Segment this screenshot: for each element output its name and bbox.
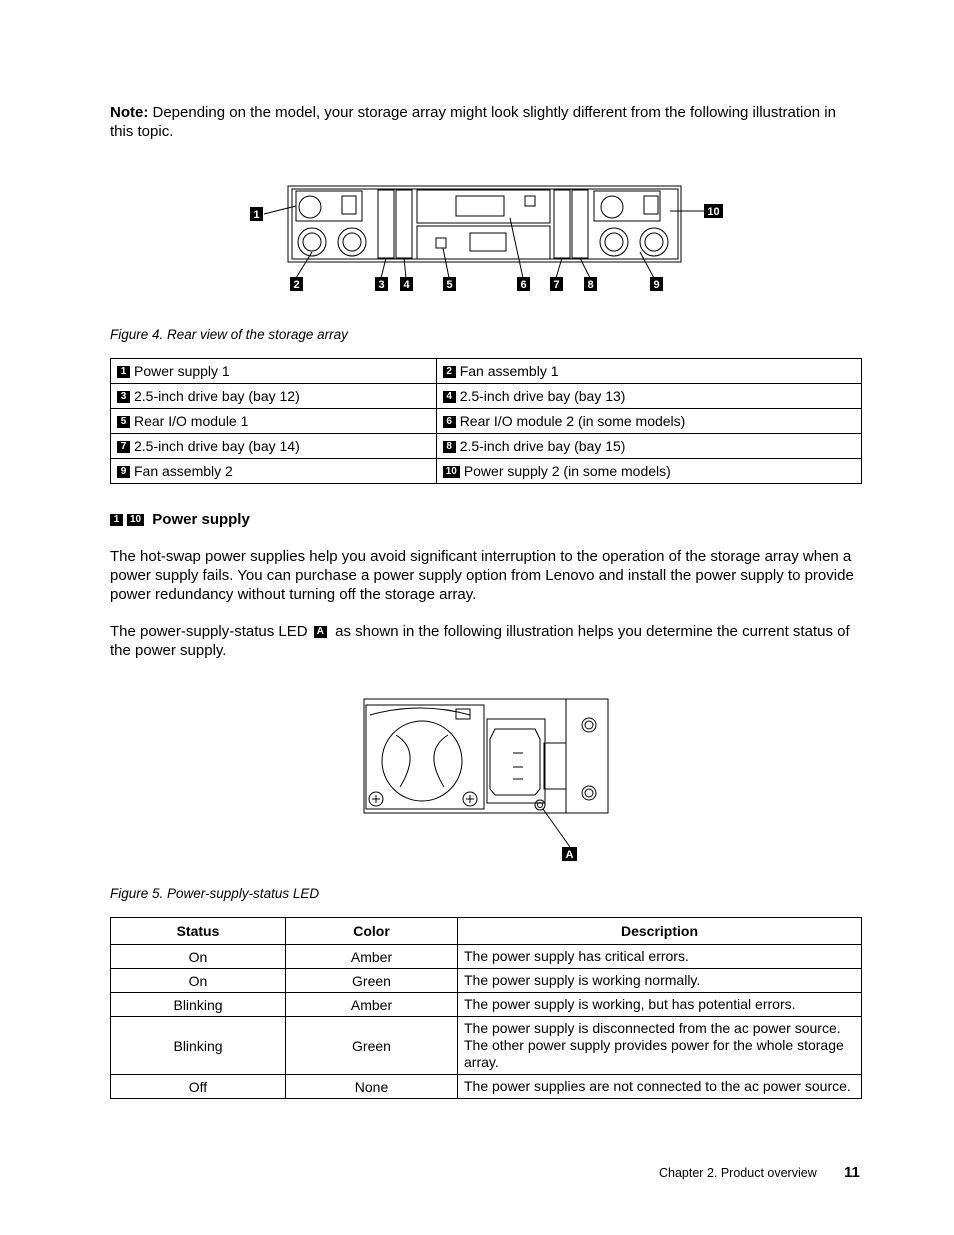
- legend-label: Power supply 2 (in some models): [463, 463, 671, 479]
- cell-status: Blinking: [111, 1017, 286, 1075]
- table-row: [111, 993, 862, 1017]
- cell-status: On: [111, 969, 286, 993]
- cell-description: The power supply is working, but has potential errors.: [458, 993, 862, 1017]
- para2-before: The power-supply-status LED: [110, 623, 308, 640]
- callout-badge: 2: [443, 366, 456, 378]
- table-row: [111, 1075, 862, 1099]
- table-row: [111, 969, 862, 993]
- header-color: Color: [286, 918, 458, 945]
- legend-row: [111, 434, 862, 459]
- header-status: Status: [111, 918, 286, 945]
- figure4-callout-6: 6: [520, 279, 527, 291]
- figure4-callout-8: 8: [587, 279, 594, 291]
- para2-after: as shown in the following illustration helps you determine the current status of the power supply.: [110, 623, 850, 659]
- callout-badge: 1: [110, 514, 123, 526]
- callout-badge: 9: [117, 466, 130, 478]
- legend-row: [111, 409, 862, 434]
- callout-badge: 4: [443, 391, 456, 403]
- legend-cell: [436, 359, 861, 384]
- callout-badge: 1: [117, 366, 130, 378]
- legend-row: [111, 359, 862, 384]
- cell-status: Blinking: [111, 993, 286, 1017]
- footer-chapter: Chapter 2. Product overview: [659, 1166, 817, 1180]
- callout-badge: 3: [117, 391, 130, 403]
- cell-description: The power supply has critical errors.: [458, 945, 862, 969]
- legend-label: Rear I/O module 1: [134, 413, 249, 429]
- callout-badge: 10: [443, 466, 460, 478]
- legend-row: [111, 459, 862, 484]
- legend-label: Fan assembly 1: [459, 363, 559, 379]
- section-heading: [110, 511, 250, 528]
- note-label: Note:: [110, 104, 149, 121]
- callout-badge: 10: [127, 514, 144, 526]
- cell-description: The power supply is disconnected from the ac power source. The other power supply provides power for the whole storage array.: [458, 1017, 862, 1075]
- section-title: Power supply: [152, 511, 250, 528]
- callout-badge: 7: [117, 441, 130, 453]
- table-row: [111, 1017, 862, 1075]
- figure4-caption: Figure 4. Rear view of the storage array: [110, 327, 348, 342]
- legend-label: 2.5-inch drive bay (bay 12): [134, 388, 300, 404]
- legend-row: [111, 384, 862, 409]
- legend-label: Fan assembly 2: [134, 463, 233, 479]
- figure4-callout-10: 10: [707, 206, 720, 218]
- legend-cell: [111, 359, 437, 384]
- cell-color: Green: [286, 969, 458, 993]
- legend-cell: [436, 434, 861, 459]
- figure4-callout-2: 2: [293, 279, 300, 291]
- callout-badge: 8: [443, 441, 456, 453]
- table-header-row: [111, 918, 862, 945]
- legend-cell: [111, 434, 437, 459]
- note-paragraph: [110, 103, 862, 141]
- legend-table: [110, 358, 862, 484]
- cell-description: The power supplies are not connected to the ac power source.: [458, 1075, 862, 1099]
- callout-badge: A: [314, 626, 327, 638]
- cell-status: On: [111, 945, 286, 969]
- callout-badge: 6: [443, 416, 456, 428]
- cell-status: Off: [111, 1075, 286, 1099]
- cell-color: Amber: [286, 993, 458, 1017]
- legend-label: 2.5-inch drive bay (bay 15): [459, 438, 626, 454]
- power-supply-paragraph-1: The hot-swap power supplies help you avoid significant interruption to the operation of the storage array when a power supply fails. You can purchase a power supply option from Lenovo and install the power supply to provide power redundancy without turning off the storage array.: [110, 548, 854, 603]
- figure4-callout-3: 3: [378, 279, 385, 291]
- figure4-callout-1: 1: [253, 209, 260, 221]
- cell-color: Amber: [286, 945, 458, 969]
- rear-view-illustration: [240, 178, 730, 296]
- page-number: 11: [844, 1164, 860, 1181]
- legend-cell: [111, 409, 437, 434]
- figure5-caption: Figure 5. Power-supply-status LED: [110, 886, 320, 901]
- legend-label: Power supply 1: [134, 363, 230, 379]
- note-text: Depending on the model, your storage array might look slightly different from the following illustration in this topic.: [110, 104, 836, 140]
- figure4-callout-5: 5: [446, 279, 453, 291]
- cell-description: The power supply is working normally.: [458, 969, 862, 993]
- table-row: [111, 945, 862, 969]
- cell-color: None: [286, 1075, 458, 1099]
- power-supply-paragraph-2: [110, 622, 862, 660]
- power-supply-illustration: [360, 695, 612, 865]
- header-description: Description: [458, 918, 862, 945]
- legend-label: 2.5-inch drive bay (bay 13): [459, 388, 626, 404]
- legend-label: 2.5-inch drive bay (bay 14): [134, 438, 300, 454]
- legend-cell: [436, 409, 861, 434]
- callout-badge: 5: [117, 416, 130, 428]
- figure4-callout-9: 9: [653, 279, 660, 291]
- figure4-callout-4: 4: [403, 279, 410, 291]
- legend-cell: [436, 459, 861, 484]
- figure5-callout-a: A: [565, 849, 574, 861]
- legend-cell: [436, 384, 861, 409]
- status-table: [110, 917, 862, 1099]
- figure4-callout-7: 7: [553, 279, 560, 291]
- cell-color: Green: [286, 1017, 458, 1075]
- legend-label: Rear I/O module 2 (in some models): [459, 413, 686, 429]
- legend-cell: [111, 459, 437, 484]
- legend-cell: [111, 384, 437, 409]
